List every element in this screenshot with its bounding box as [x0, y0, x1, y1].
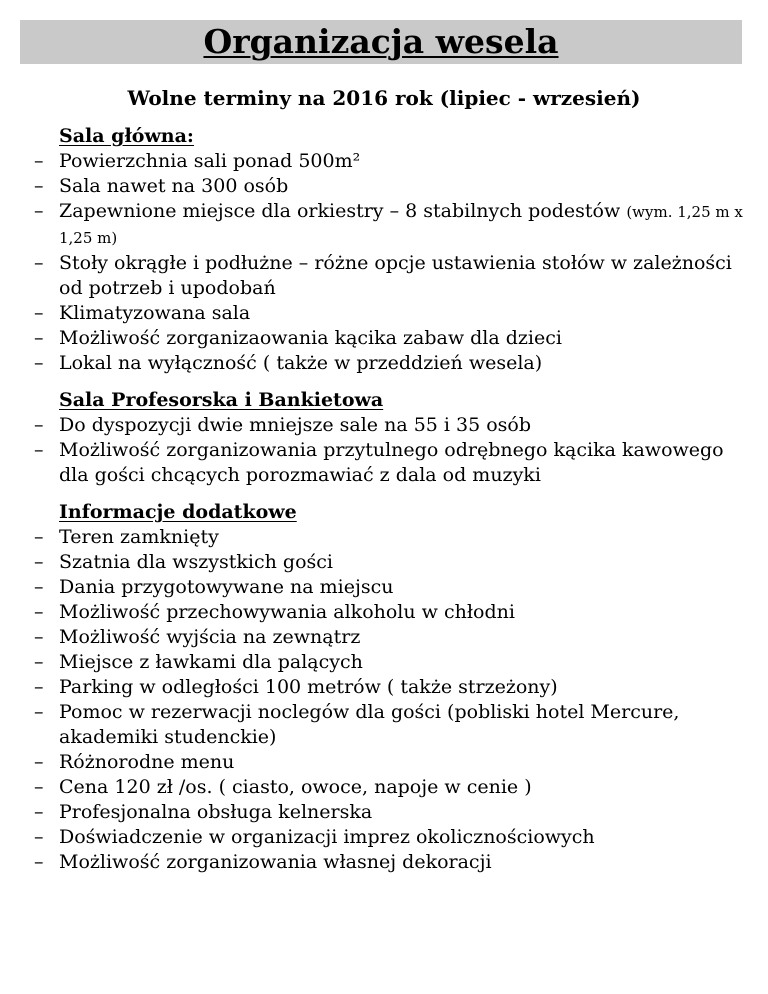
- list-item: [34, 700, 744, 750]
- document-body: [34, 124, 744, 875]
- list-item: [34, 650, 744, 675]
- section-heading: Sala Profesorska i Bankietowa: [59, 389, 384, 411]
- dash-bullet-icon: –: [34, 776, 44, 798]
- list-item: [34, 301, 744, 326]
- dash-bullet-icon: –: [34, 352, 44, 374]
- list-item-text: Do dyspozycji dwie mniejsze sale na 55 i 35 osób: [59, 414, 532, 436]
- section-heading: Informacje dodatkowe: [59, 501, 297, 523]
- dash-bullet-icon: –: [34, 801, 44, 823]
- list-item-note: (wym. 1,25 m x 1,25 m): [59, 203, 743, 247]
- list-item-text: Powierzchnia sali ponad 500m²: [59, 150, 361, 172]
- subtitle: Wolne terminy na 2016 rok (lipiec - wrzesień): [127, 86, 641, 110]
- dash-bullet-icon: –: [34, 576, 44, 598]
- list-item-text: Różnorodne menu: [59, 751, 235, 773]
- list-item-text: Możliwość przechowywania alkoholu w chłodni: [59, 601, 515, 623]
- list-item-text: Teren zamknięty: [59, 526, 219, 548]
- dash-bullet-icon: –: [34, 150, 44, 172]
- dash-bullet-icon: –: [34, 651, 44, 673]
- list-item: [34, 149, 744, 174]
- list-item-text: Klimatyzowana sala: [59, 302, 251, 324]
- dash-bullet-icon: –: [34, 826, 44, 848]
- dash-bullet-icon: –: [34, 302, 44, 324]
- list-item: [34, 675, 744, 700]
- list-item: [34, 525, 744, 550]
- list-item-text: Zapewnione miejsce dla orkiestry – 8 stabilnych podestów: [59, 200, 627, 222]
- dash-bullet-icon: –: [34, 327, 44, 349]
- list-item-text: Lokal na wyłączność ( także w przeddzień wesela): [59, 352, 543, 374]
- list-item-text: Szatnia dla wszystkich gości: [59, 551, 333, 573]
- title-banner: [20, 20, 742, 64]
- dash-bullet-icon: –: [34, 701, 44, 723]
- list-item-text: Doświadczenie w organizacji imprez okolicznościowych: [59, 826, 595, 848]
- list-item-text: Cena 120 zł /os. ( ciasto, owoce, napoje w cenie ): [59, 776, 532, 798]
- list-item-text: Dania przygotowywane na miejscu: [59, 576, 394, 598]
- list-item-text: Sala nawet na 300 osób: [59, 175, 289, 197]
- list-item: [34, 850, 744, 875]
- section: [34, 500, 744, 875]
- list-item-text: Możliwość zorganizaowania kącika zabaw dla dzieci: [59, 327, 562, 349]
- dash-bullet-icon: –: [34, 851, 44, 873]
- dash-bullet-icon: –: [34, 439, 44, 461]
- list-item: [34, 251, 744, 301]
- list-item: [34, 413, 744, 438]
- list-item-text: Pomoc w rezerwacji noclegów dla gości (pobliski hotel Mercure, akademiki studenckie): [59, 701, 680, 748]
- bullet-list: [34, 525, 744, 875]
- bullet-list: [34, 413, 744, 488]
- list-item-text: Możliwość zorganizowania przytulnego odrębnego kącika kawowego dla gości chcących porozmawiać z dala od muzyki: [59, 439, 724, 486]
- list-item: [34, 326, 744, 351]
- dash-bullet-icon: –: [34, 626, 44, 648]
- dash-bullet-icon: –: [34, 200, 44, 222]
- list-item-text: Możliwość wyjścia na zewnątrz: [59, 626, 361, 648]
- dash-bullet-icon: –: [34, 601, 44, 623]
- page-title: Organizacja wesela: [203, 22, 559, 61]
- list-item: [34, 550, 744, 575]
- list-item: [34, 351, 744, 376]
- dash-bullet-icon: –: [34, 252, 44, 274]
- list-item: [34, 575, 744, 600]
- list-item: [34, 775, 744, 800]
- list-item-text: Możliwość zorganizowania własnej dekoracji: [59, 851, 492, 873]
- dash-bullet-icon: –: [34, 414, 44, 436]
- list-item: [34, 750, 744, 775]
- list-item-text: Parking w odległości 100 metrów ( także strzeżony): [59, 676, 558, 698]
- list-item-text: Stoły okrągłe i podłużne – różne opcje ustawienia stołów w zależności od potrzeb i upodobań: [59, 252, 732, 299]
- list-item: [34, 174, 744, 199]
- section: [34, 388, 744, 488]
- section-heading: Sala główna:: [59, 125, 194, 147]
- dash-bullet-icon: –: [34, 526, 44, 548]
- list-item: [34, 438, 744, 488]
- list-item-text: Miejsce z ławkami dla palących: [59, 651, 363, 673]
- dash-bullet-icon: –: [34, 175, 44, 197]
- section: [34, 124, 744, 376]
- dash-bullet-icon: –: [34, 676, 44, 698]
- dash-bullet-icon: –: [34, 551, 44, 573]
- list-item: [34, 825, 744, 850]
- list-item: [34, 600, 744, 625]
- list-item: [34, 800, 744, 825]
- list-item-text: Profesjonalna obsługa kelnerska: [59, 801, 373, 823]
- list-item: [34, 625, 744, 650]
- dash-bullet-icon: –: [34, 751, 44, 773]
- list-item: [34, 199, 744, 251]
- bullet-list: [34, 149, 744, 376]
